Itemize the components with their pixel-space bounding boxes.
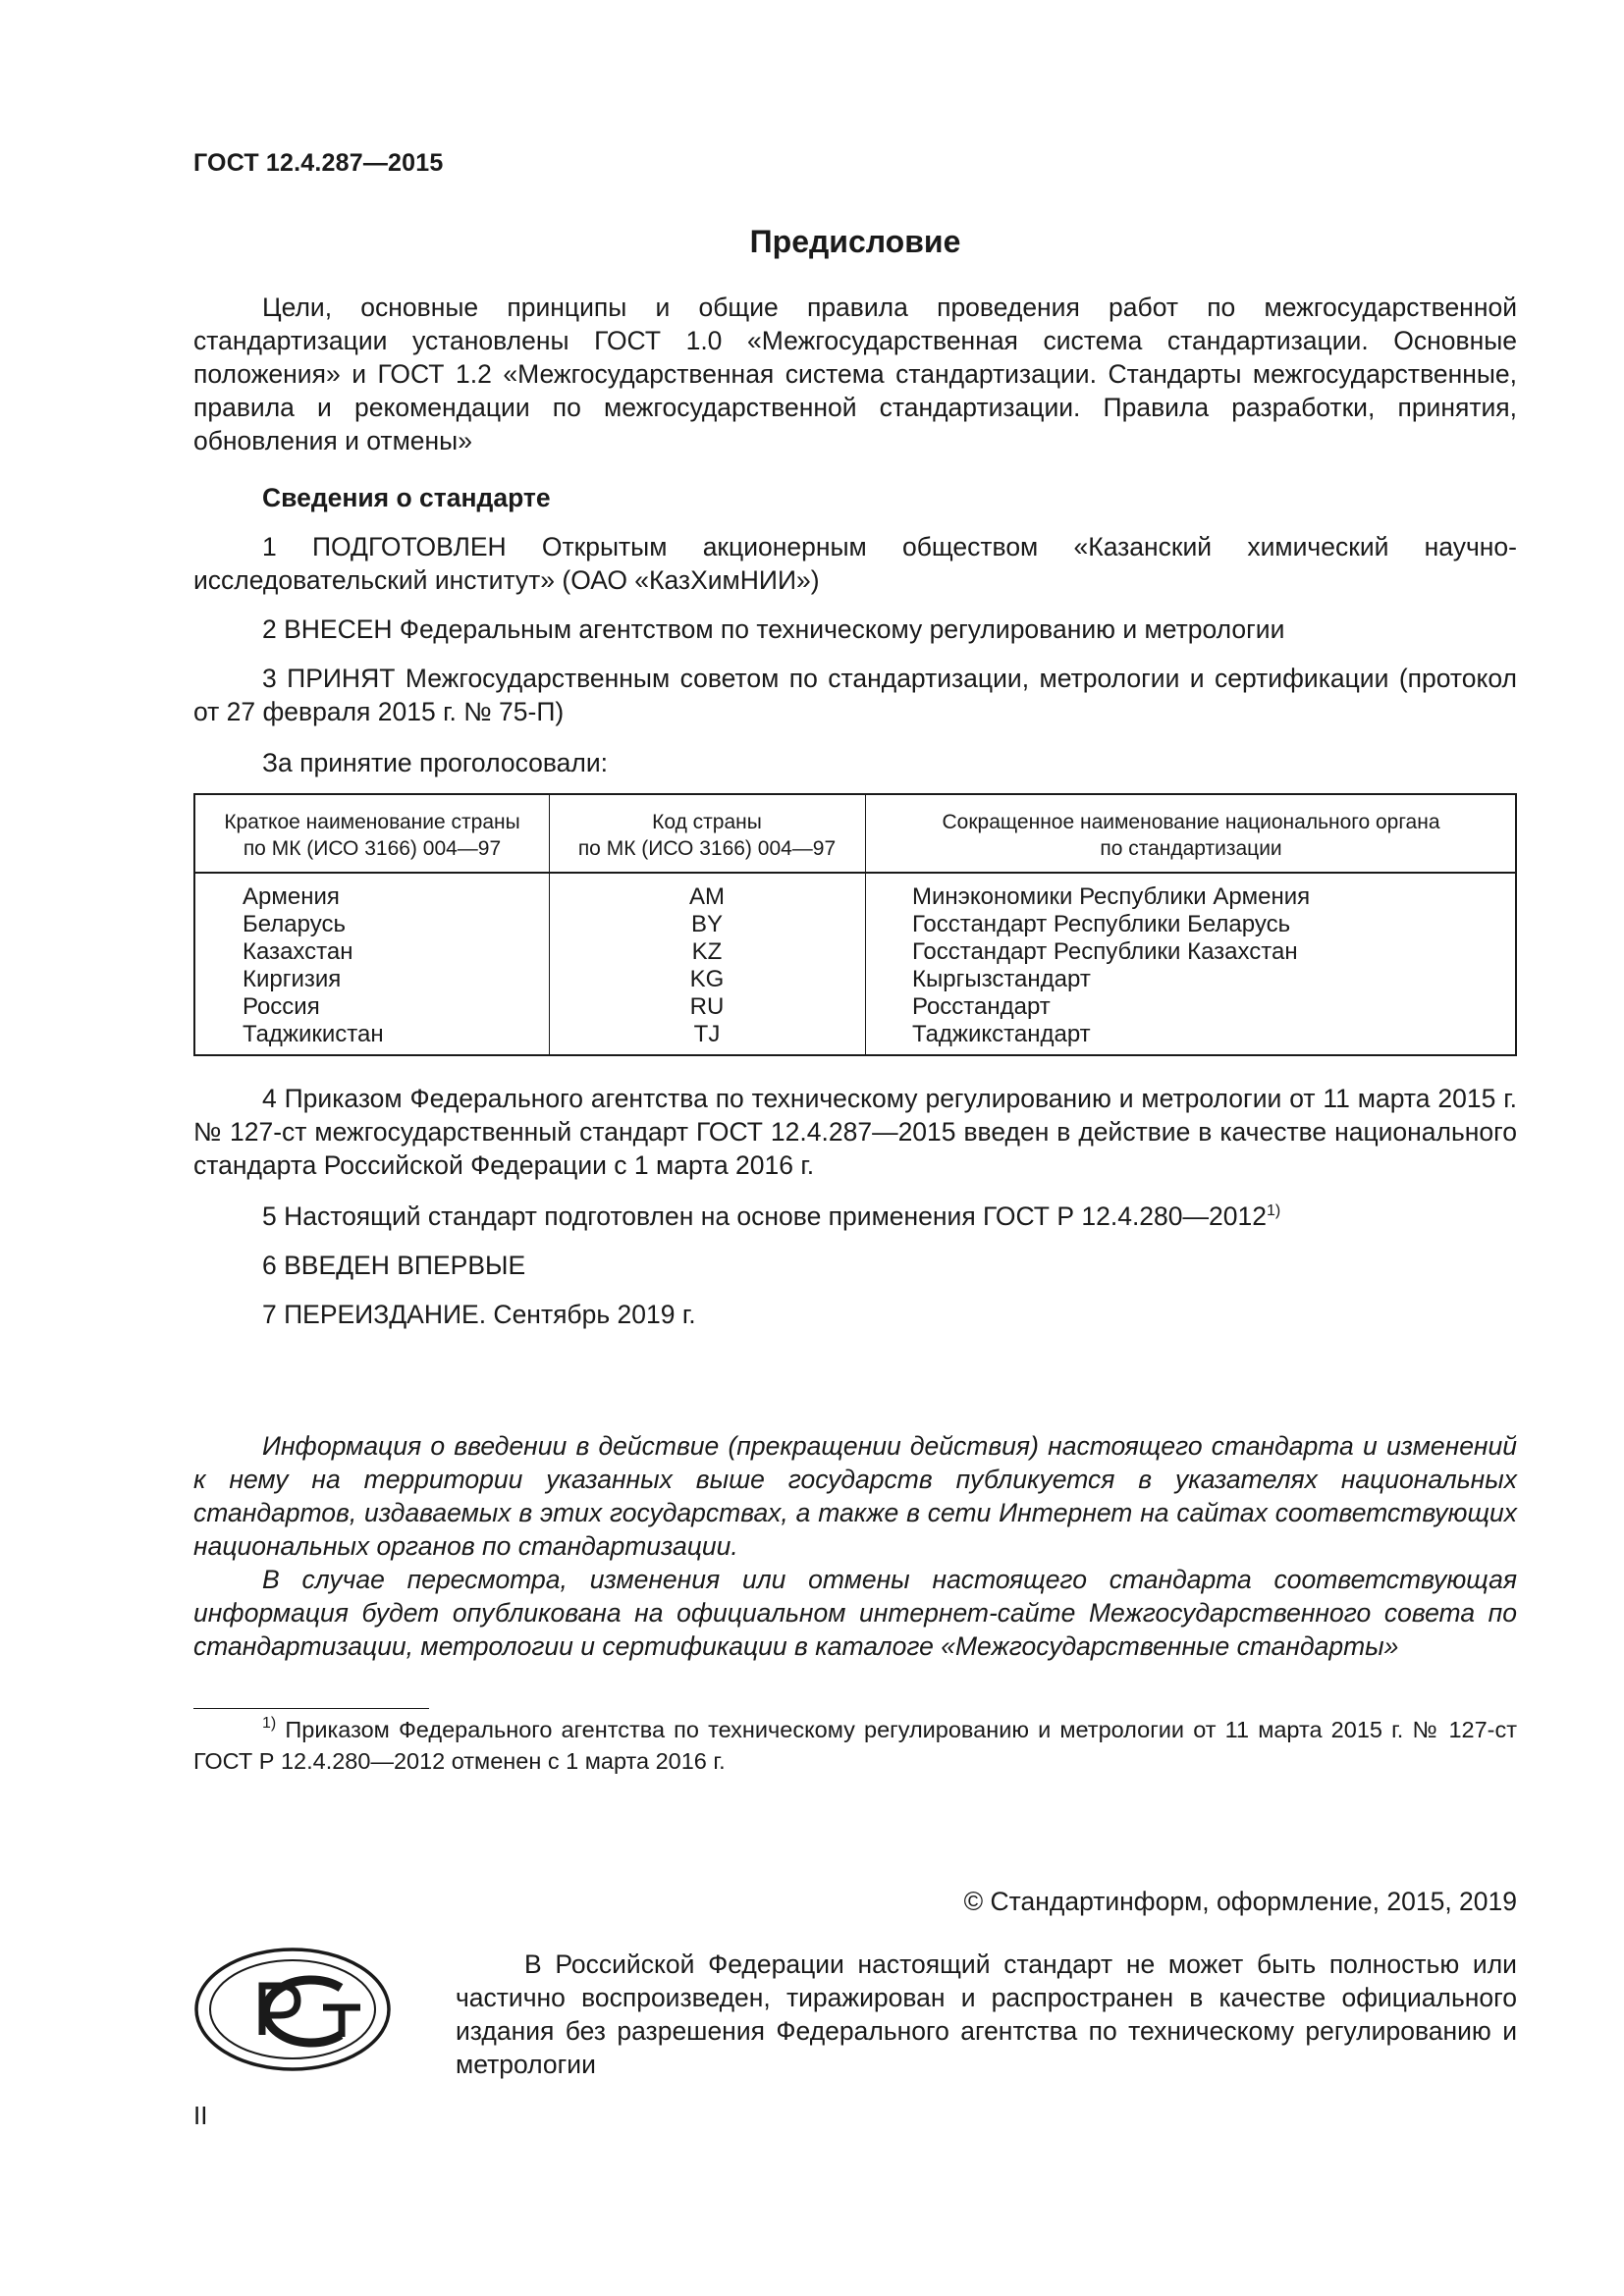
page-title: Предисловие xyxy=(749,224,961,259)
table-cell: Кыргызстандарт xyxy=(912,966,1091,992)
footnote-mark: 1) xyxy=(262,1715,277,1732)
rights-notice: В Российской Федерации настоящий стандарт не может быть полностью или частично воспроизведен, тиражирован и распространен в качестве официального издания без разрешения Федерального агентства по техническому регулированию и метрологии xyxy=(456,1949,1517,2079)
item-4: 4 Приказом Федерального агентства по техническому регулированию и метрологии от 11 марта 2015 г. № 127-ст межгосударственный стандарт ГОСТ 12.4.287—2015 введен в действие в качестве национального стандарта Российской Федерации с 1 марта 2016 г. xyxy=(193,1084,1517,1180)
table-column-authority xyxy=(865,795,1517,1054)
footnote: $^{1)}$ Приказом Федерального агентства по техническому регулированию и метрологии от 11 марта 2015 г. № 127-ст ГОСТ Р 12.4.280—2012 отменен с 1 марта 2016 г. xyxy=(193,1715,1517,1774)
notice-paragraph-1: Информация о введении в действие (прекращении действия) настоящего стандарта и изменений к нему на территории указанных выше государств публикуется в указателях национальных стандартов, издаваемых в этих государствах, а также в сети Интернет на сайтах соответствующих национальных органов по стандартизации. xyxy=(193,1431,1517,1561)
table-cell: Россия xyxy=(243,993,320,1020)
copyright-line: © Стандартинформ, оформление, 2015, 2019 xyxy=(963,1887,1517,1916)
table-header-authority: Сокращенное наименование национального органа по стандартизации xyxy=(942,811,1440,860)
table-cell: Таджикстандарт xyxy=(912,1021,1091,1047)
table-cell: KG xyxy=(689,966,725,992)
table-cell: Беларусь xyxy=(243,911,346,937)
item-7: 7 ПЕРЕИЗДАНИЕ. Сентябрь 2019 г. xyxy=(262,1300,696,1329)
table-cell: Таджикистан xyxy=(243,1021,384,1047)
table-cell: TJ xyxy=(693,1021,721,1047)
item-1: 1 ПОДГОТОВЛЕН Открытым акционерным обществом «Казанский химический научно-исследовательский институт» (ОАО «КазХимНИИ») xyxy=(193,532,1517,595)
notice-paragraph-2: В случае пересмотра, изменения или отмены настоящего стандарта соответствующая информация будет опубликована на официальном интернет-сайте Межгосударственного совета по стандартизации, метрологии и сертификации в каталоге «Межгосударственные стандарты» xyxy=(193,1565,1517,1661)
table-cell: BY xyxy=(690,911,723,937)
document-page xyxy=(193,0,1517,2296)
table-cell: KZ xyxy=(691,938,723,965)
footnote-divider xyxy=(193,1708,429,1709)
table-cell: RU xyxy=(689,993,725,1020)
table-cell: Армения xyxy=(243,883,340,910)
item-3: 3 ПРИНЯТ Межгосударственным советом по стандартизации, метрологии и сертификации (протокол от 27 февраля 2015 г. № 75-П) xyxy=(193,664,1517,726)
table-header-country: Краткое наименование страны по МК (ИСО 3166) 004—97 xyxy=(224,811,520,860)
table-cell: Киргизия xyxy=(243,966,342,992)
table-cell: Госстандарт Республики Казахстан xyxy=(912,938,1298,965)
table-cell: Госстандарт Республики Беларусь xyxy=(912,911,1291,937)
table-cell: Казахстан xyxy=(243,938,353,965)
intro-paragraph: Цели, основные принципы и общие правила проведения работ по межгосударственной стандартизации установлены ГОСТ 1.0 «Межгосударственная система стандартизации. Основные положения» и ГОСТ 1.2 «Межгосударственная система стандартизации. Стандарты межгосударственные, правила и рекомендации по межгосударственной стандартизации. Правила разработки, принятия, обновления и отмены» xyxy=(193,293,1517,455)
item-6: 6 ВВЕДЕН ВПЕРВЫЕ xyxy=(262,1251,526,1280)
table-column-country xyxy=(195,795,550,1054)
table-cell: Минэкономики Республики Армения xyxy=(912,883,1311,910)
table-column-code xyxy=(549,795,866,1054)
page-number: II xyxy=(193,2101,208,2130)
pct-certification-logo-icon xyxy=(193,1947,392,2072)
voted-label: За принятие проголосовали: xyxy=(262,748,609,777)
table-header-code: Код страны по МК (ИСО 3166) 004—97 xyxy=(577,811,837,860)
voting-table xyxy=(193,793,1517,1056)
table-cell: AM xyxy=(689,883,725,910)
item-2: 2 ВНЕСЕН Федеральным агентством по техническому регулированию и метрологии xyxy=(262,614,1285,644)
item-5: 5 Настоящий стандарт подготовлен на основе применения ГОСТ Р 12.4.280—2012$^{1)}$ xyxy=(262,1201,1281,1231)
footnote-ref: 1) xyxy=(1266,1202,1281,1219)
document-code: ГОСТ 12.4.287—2015 xyxy=(193,149,444,177)
info-heading: Сведения о стандарте xyxy=(262,483,551,512)
table-cell: Росстандарт xyxy=(912,993,1051,1020)
